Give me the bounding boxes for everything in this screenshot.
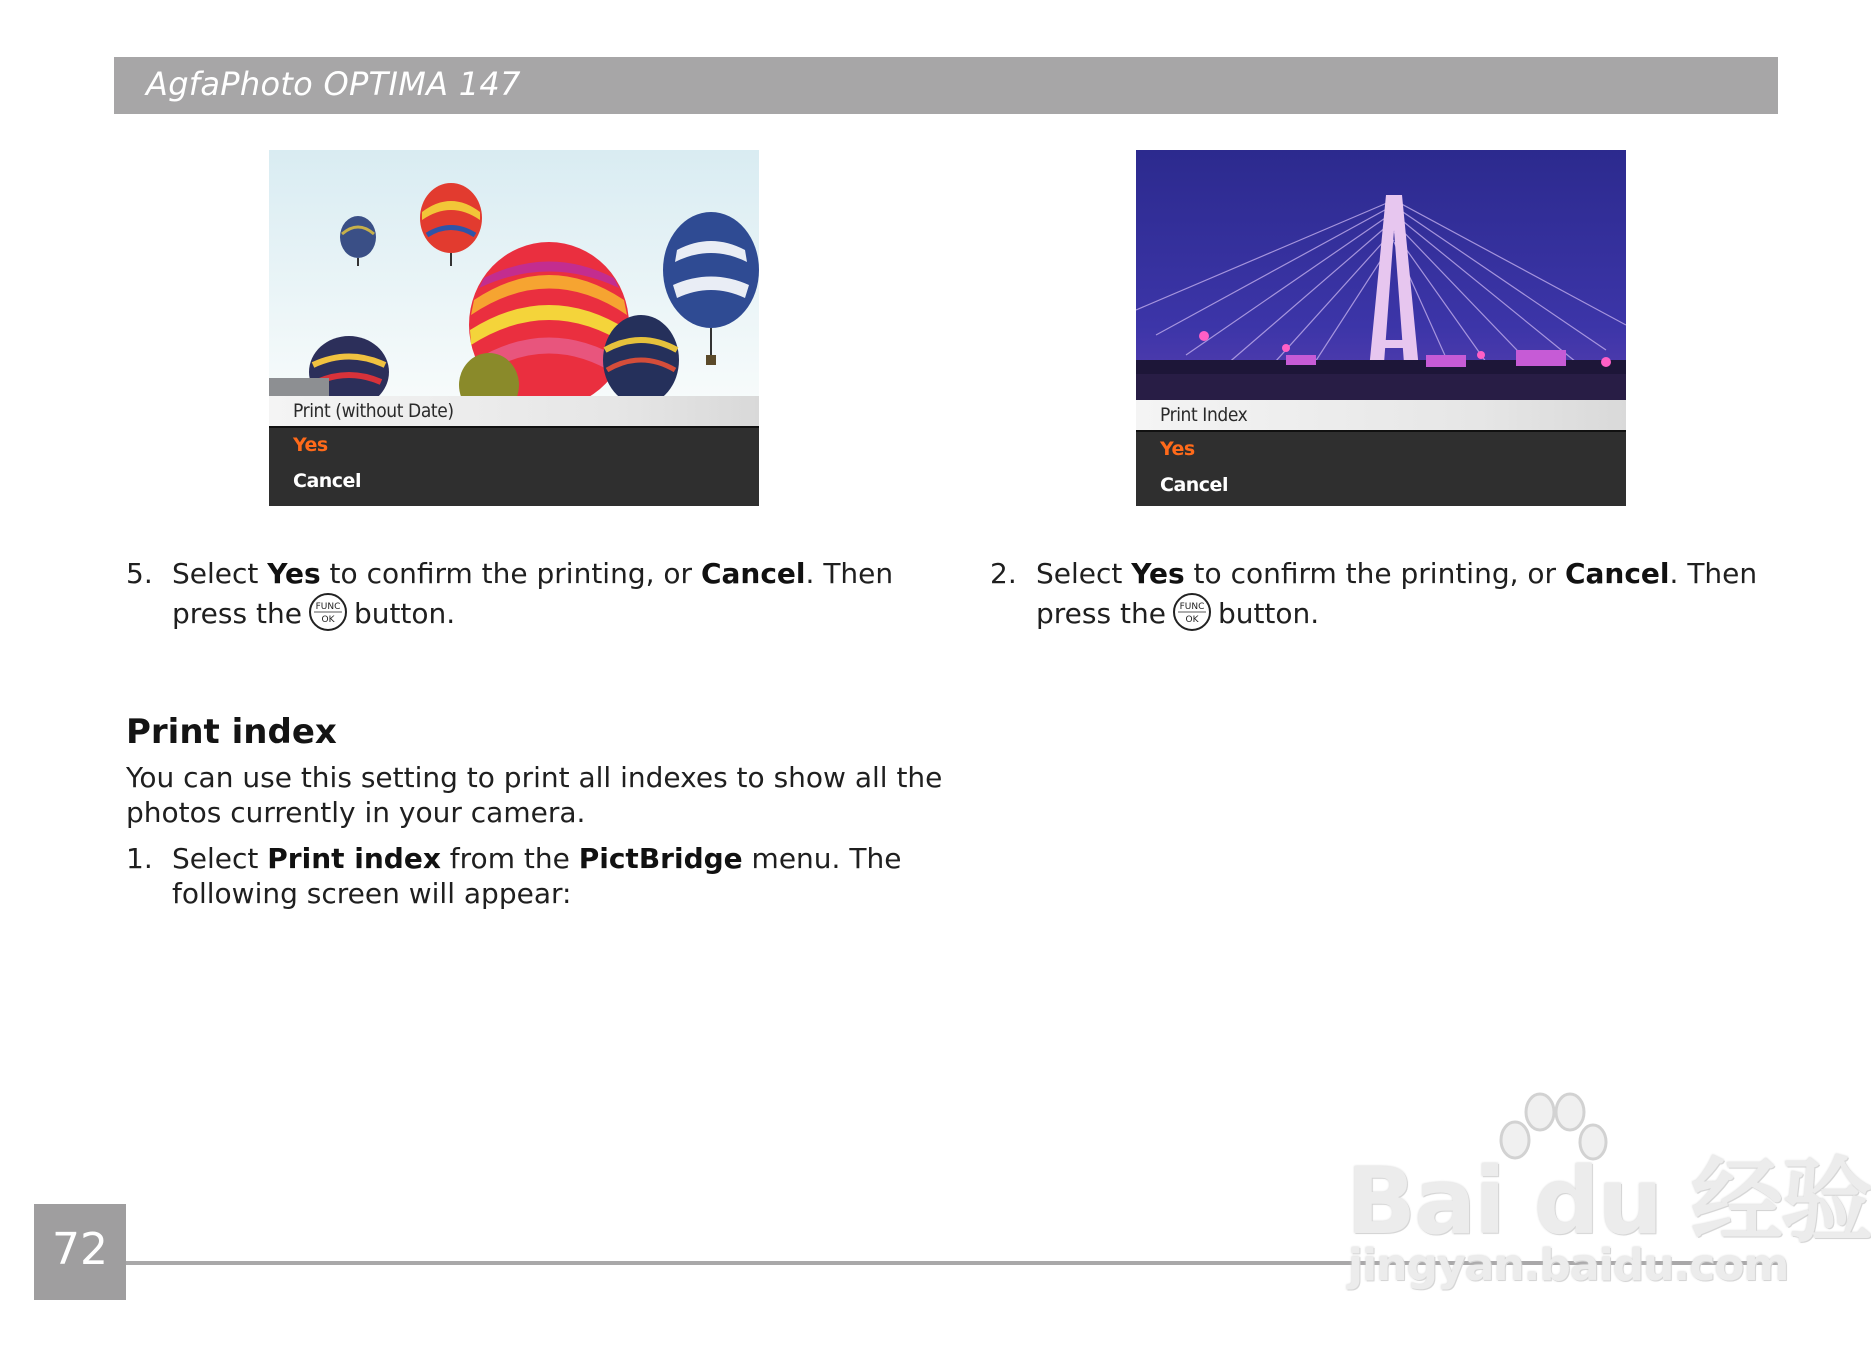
bridge-photo [1136,150,1626,402]
page-number: 72 [52,1224,108,1275]
step-text-line2: press the FUNC OK button. [1036,594,1319,635]
svg-text:FUNC: FUNC [1179,602,1205,612]
intro-line-2: photos currently in your camera. [126,796,586,829]
step-number: 1. [126,842,153,875]
step-number: 5. [126,557,153,590]
step-text-line2: following screen will appear: [172,877,572,910]
step-text-line2: press the FUNC OK button. [172,594,455,635]
menu-option-yes[interactable]: Yes [1160,438,1195,460]
watermark-url: jingyan.baidu.com [1348,1240,1789,1291]
step-text-line1: Select Yes to confirm the printing, or Cancel. Then [172,557,894,590]
svg-text:OK: OK [321,615,335,625]
menu-title: Print (without Date) [293,400,454,422]
menu-option-yes[interactable]: Yes [293,434,328,456]
step-1 [126,841,926,917]
intro-line-1: You can use this setting to print all indexes to show all the [126,761,943,794]
page-number-box [34,1204,126,1300]
func-ok-button-icon [308,592,348,632]
svg-text:FUNC: FUNC [315,602,341,612]
camera-screen-print-index [1136,150,1626,506]
step-number: 2. [990,557,1017,590]
step-text-line1: Select Print index from the PictBridge menu. The [172,842,902,875]
camera-screen-print-without-date [269,150,759,506]
menu-options [1136,430,1626,506]
header-bar [114,57,1778,114]
watermark-logo-text: Bai du 经验 [1346,1148,1871,1255]
func-ok-button-icon [1172,592,1212,632]
menu-title: Print Index [1160,404,1248,426]
menu-option-cancel[interactable]: Cancel [1160,474,1228,496]
balloons-photo [269,150,759,400]
menu-option-cancel[interactable]: Cancel [293,470,361,492]
step-5 [126,554,926,638]
menu-title-bar [269,396,759,426]
section-intro [126,760,946,830]
document-title: AgfaPhoto OPTIMA 147 [146,65,521,103]
menu-options [269,426,759,506]
baidu-watermark [1340,1090,1871,1305]
section-heading: Print index [126,712,337,752]
svg-text:OK: OK [1185,615,1199,625]
step-2 [990,554,1790,638]
menu-title-bar [1136,400,1626,430]
step-text-line1: Select Yes to confirm the printing, or Cancel. Then [1036,557,1758,590]
